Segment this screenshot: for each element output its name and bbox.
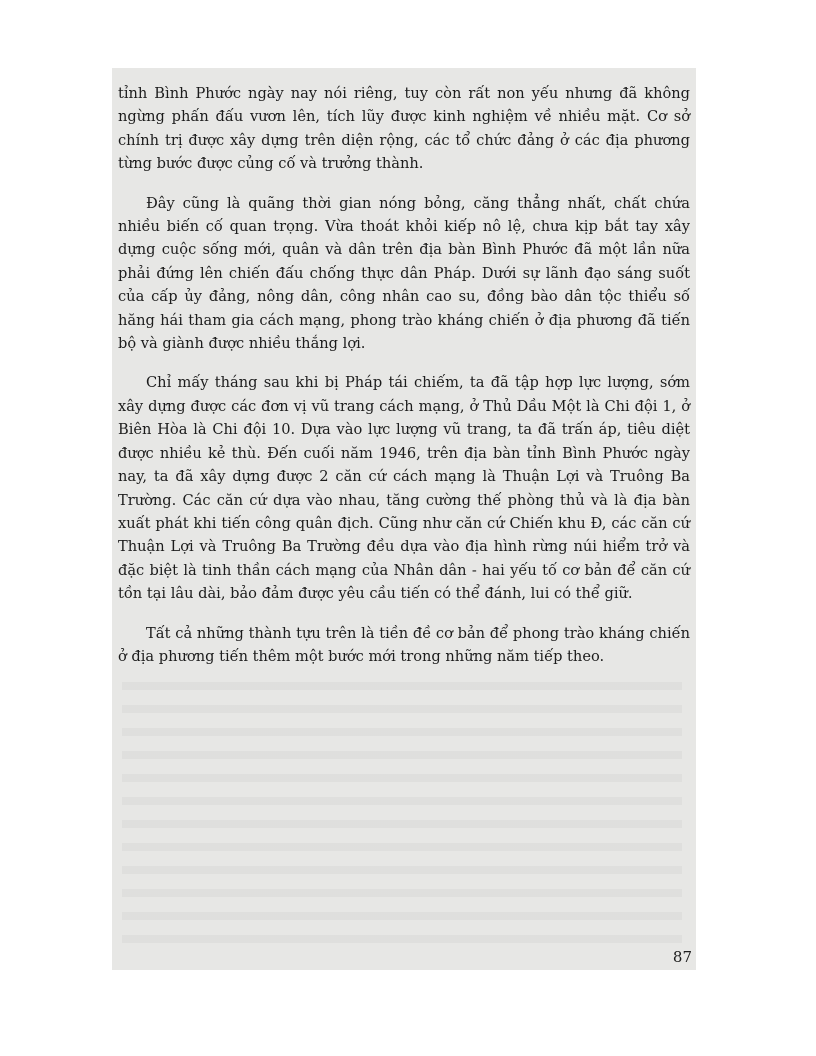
paragraph-2: Đây cũng là quãng thời gian nóng bỏng, căng thẳng nhất, chất chứa nhiều biến cố quan trọng. Vừa thoát khỏi kiếp nô lệ, chưa kịp bắt tay xây dựng cuộc sống mới, quân và dân trên địa bàn Bình Phước đã một lần nữa phải đứng lên chiến đấu chống thực dân Pháp. Dưới sự lãnh đạo sáng suốt của cấp ủy đảng, nông dân, công nhân cao su, đồng bào dân tộc thiểu số hăng hái tham gia cách mạng, phong trào kháng chiến ở địa phương đã tiến bộ và giành được nhiều thắng lợi. — [118, 194, 690, 353]
bleed-through-texture — [122, 668, 682, 948]
paragraph-4: Tất cả những thành tựu trên là tiền đề cơ bản để phong trào kháng chiến ở địa phương tiến thêm một bước mới trong những năm tiếp theo. — [118, 624, 690, 665]
paragraph-3: Chỉ mấy tháng sau khi bị Pháp tái chiếm, ta đã tập hợp lực lượng, sớm xây dựng được các đơn vị vũ trang cách mạng, ở Thủ Dầu Một là Chi đội 1, ở Biên Hòa là Chi đội 10. Dựa vào lực lượng vũ trang, ta đã trấn áp, tiêu diệt được nhiều kẻ thù. Đến cuối năm 1946, trên địa bàn tỉnh Bình Phước ngày nay, ta đã xây dựng được 2 căn cứ cách mạng là Thuận Lợi và Truông Ba Trường. Các căn cứ dựa vào nhau, tăng cường thế phòng thủ và là địa bàn xuất phát khi tiến công quân địch. Cũng như căn cứ Chiến khu Đ, các căn cứ Thuận Lợi và Truông Ba Trường đều dựa vào địa hình rừng núi hiểm trở và đặc biệt là tinh thần cách mạng của Nhân dân - hai yếu tố cơ bản để căn cứ tồn tại lâu dài, bảo đảm được yêu cầu tiến có thể đánh, lui có thể giữ. — [118, 374, 690, 603]
book-page — [112, 68, 696, 970]
paragraph-1: tỉnh Bình Phước ngày nay nói riêng, tuy còn rất non yếu nhưng đã không ngừng phấn đấu vươn lên, tích lũy được kinh nghiệm về nhiều mặt. Cơ sở chính trị được xây dựng trên diện rộng, các tổ chức đảng ở các địa phương từng bước được củng cố và trưởng thành. — [118, 85, 690, 173]
page-number: 87 — [672, 948, 692, 966]
page-body — [118, 82, 690, 684]
